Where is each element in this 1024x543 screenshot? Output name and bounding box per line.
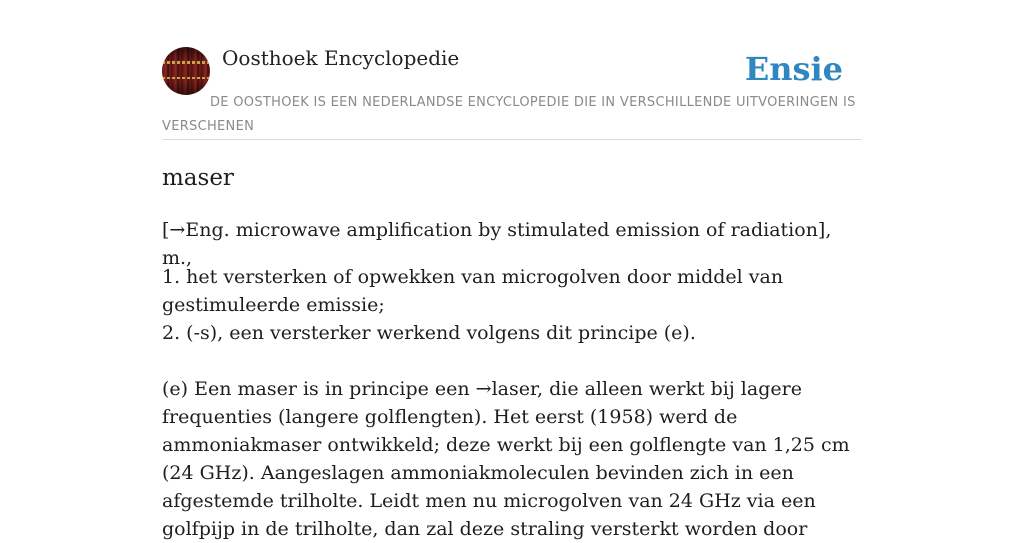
site-logo-avatar[interactable] xyxy=(162,47,210,95)
laser-link-label: laser xyxy=(491,378,537,400)
etymology-bracket: [ xyxy=(162,219,170,241)
entry-title: maser xyxy=(162,165,234,191)
definition-item: 1. het versterken of opwekken van microgolven door middel van gestimuleerde emissie; xyxy=(162,266,784,316)
definitions-list xyxy=(162,263,862,347)
definition-item: 2. (-s), een versterker werkend volgens dit principe (e). xyxy=(162,322,696,344)
arrow-icon: → xyxy=(475,378,492,400)
arrow-icon: → xyxy=(169,219,186,241)
laser-link[interactable] xyxy=(476,378,537,400)
body-text-rest: , die alleen werkt bij lagere frequenties (langere golflengten). Het eerst (1958) werd de ammoniakmaser ontwikkeld; deze werkt bij een golflengte van 1,25 cm (24 GHz). Aangeslagen ammoniakmoleculen bevinden zich in een afgestemde trilholte. Leidt men nu microgolven van 24 GHz via een golfpijp in de trilholte, dan zal deze straling versterkt worden door xyxy=(162,378,850,540)
page-container xyxy=(162,0,862,540)
entry-body xyxy=(162,375,862,543)
brand-logo-link[interactable]: Ensie xyxy=(744,50,843,88)
body-text-prefix: (e) Een maser is in principe een xyxy=(162,378,476,400)
site-tagline: DE OOSTHOEK IS EEN NEDERLANDSE ENCYCLOPEDIE DIE IN VERSCHILLENDE UITVOERINGEN IS VERSCHENEN xyxy=(162,95,856,134)
site-header xyxy=(162,0,862,140)
site-title[interactable]: Oosthoek Encyclopedie xyxy=(222,46,460,70)
etymology-text: Eng. microwave amplification by stimulated emission of radiation], m., xyxy=(162,219,832,269)
